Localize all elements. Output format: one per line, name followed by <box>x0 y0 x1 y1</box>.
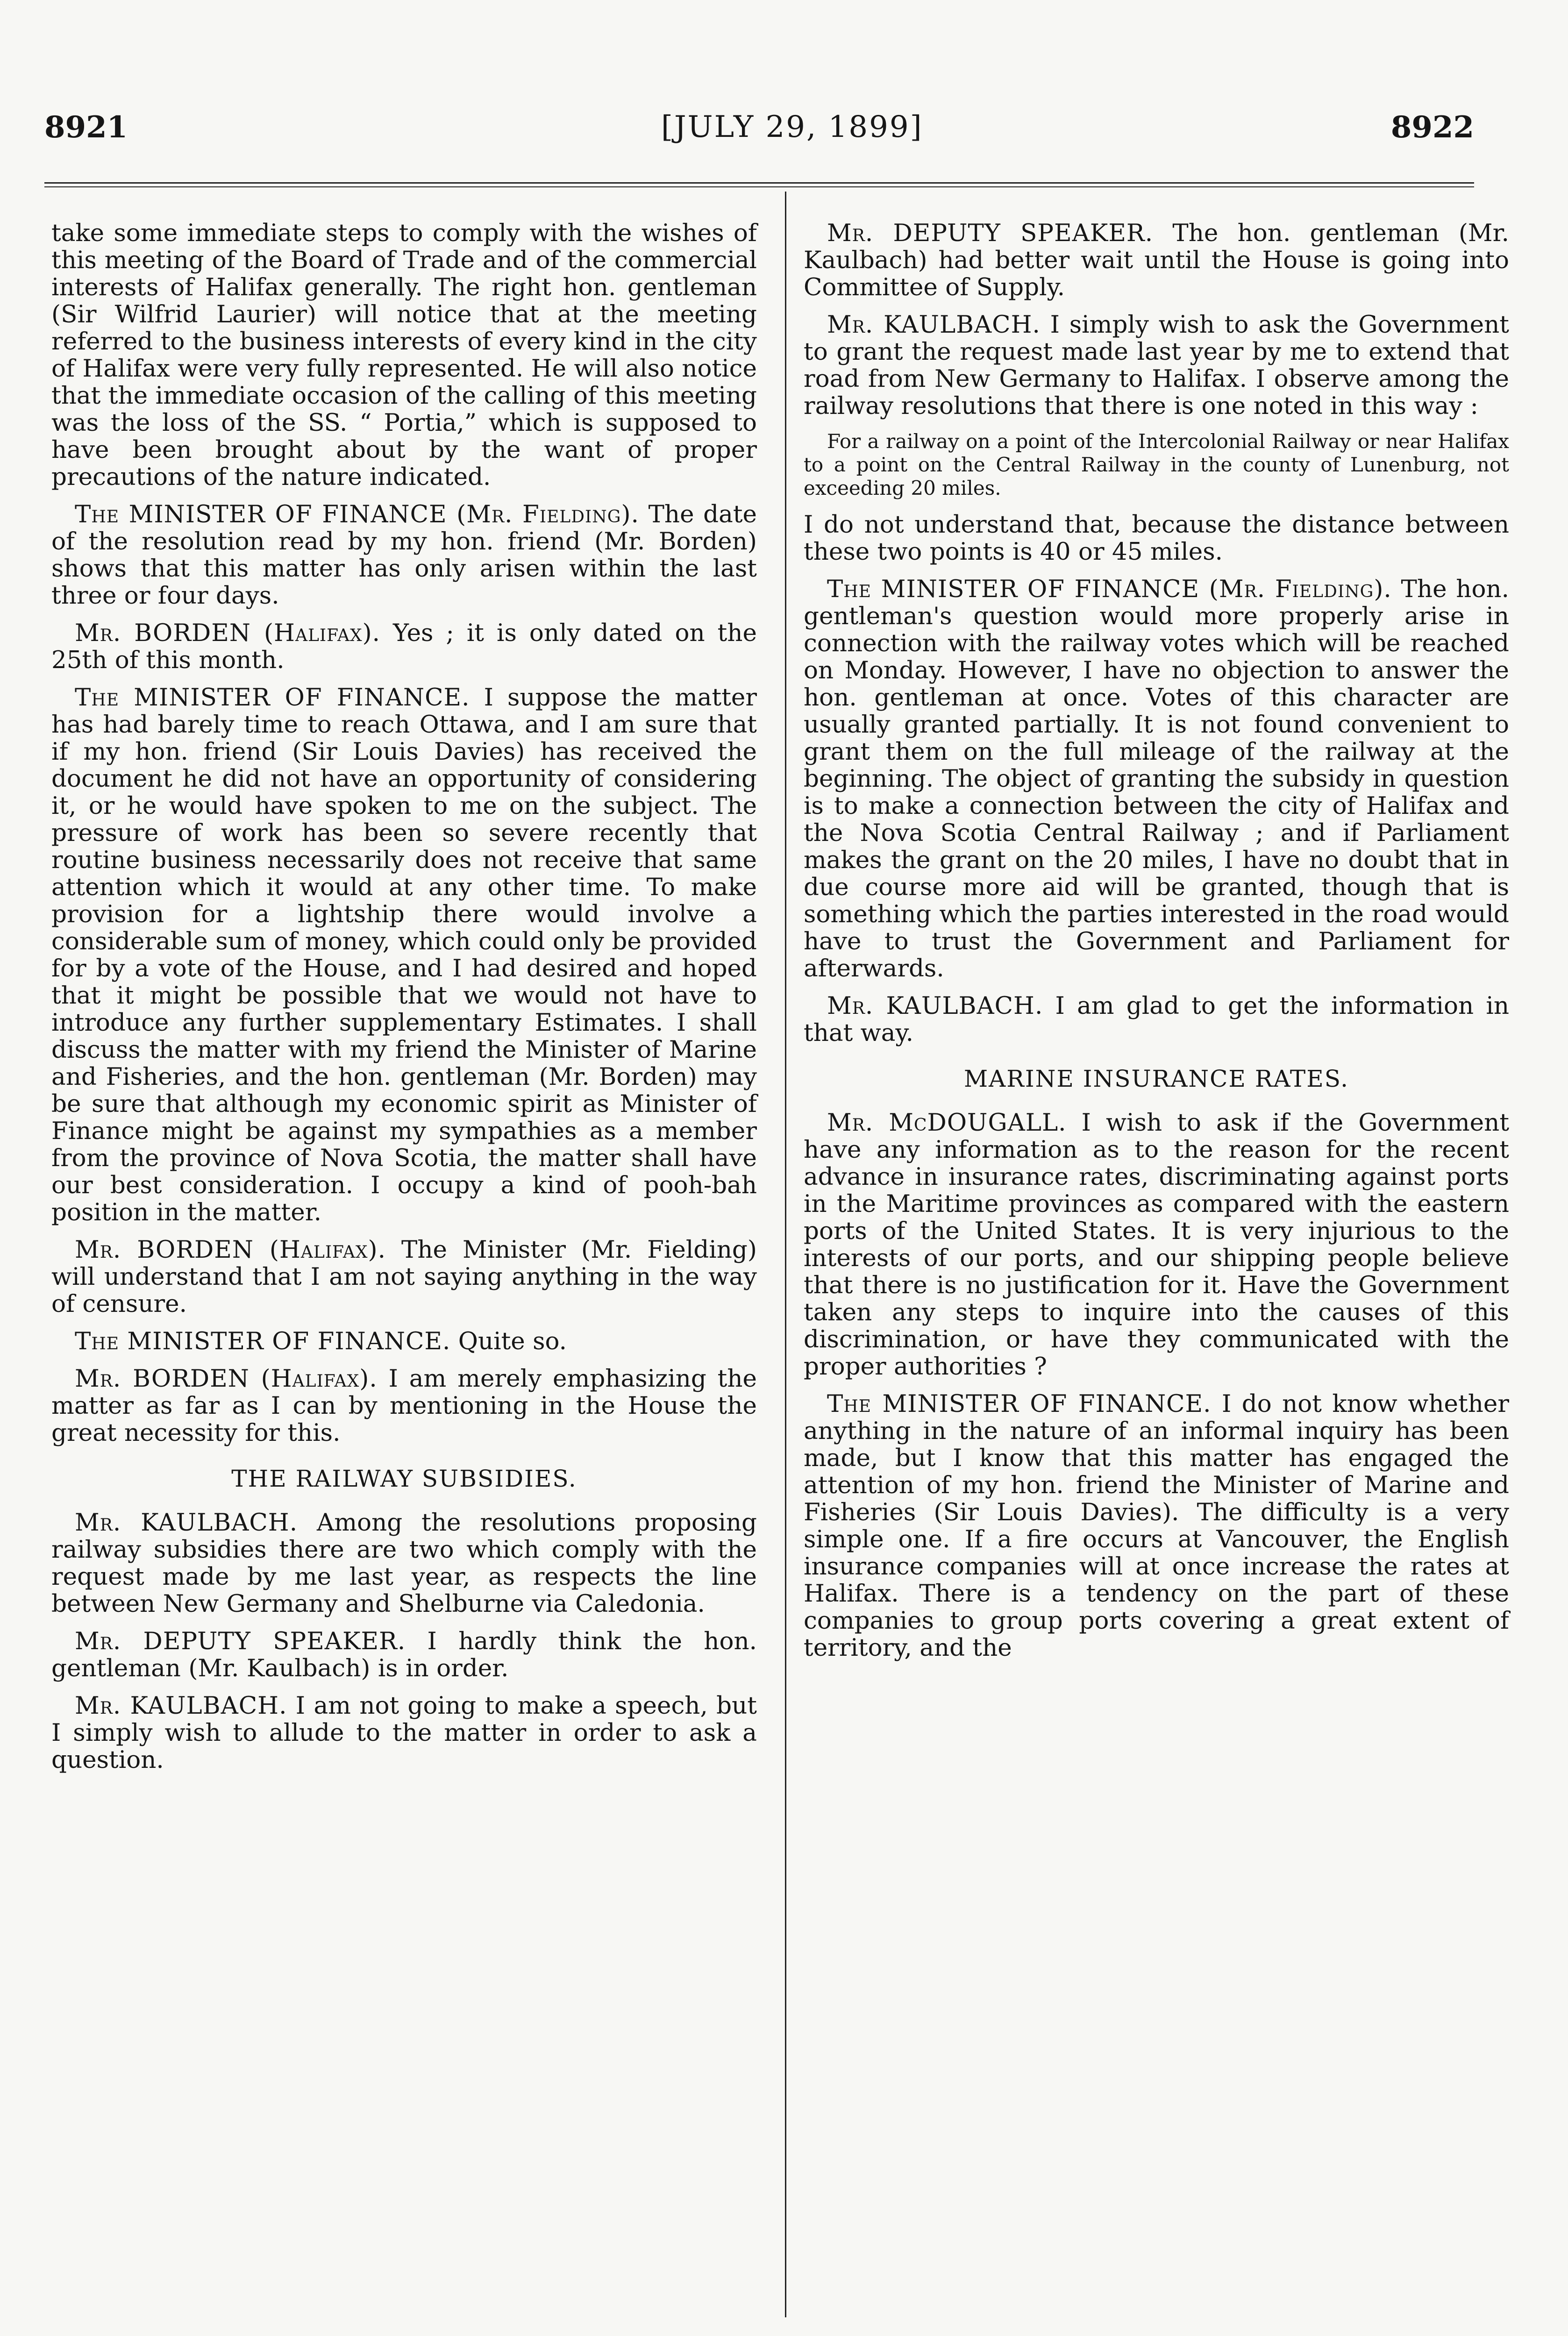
column-divider <box>785 192 786 2317</box>
speech-text: take some immediate steps to comply with the wishes of this meeting of the Board of Trade and of the commercial interests of Halifax generally. The right hon. gentleman (Sir Wilfrid Laurier) will notice that at the meeting referred to the business interests of every kind in the city of Halifax were very fully represented. He will also notice that the immediate occasion of the calling of this meeting was the loss of the SS. “ Portia,” which is supposed to have been brought about by the want of proper precautions of the nature indicated. <box>51 219 757 491</box>
speech-text: I hardly think the hon. gentleman (Mr. Kaulbach) is in order. <box>51 1627 757 1682</box>
speech-paragraph <box>51 1328 757 1355</box>
speech-text: The hon. gentleman (Mr. Kaulbach) had better wait until the House is going into Committee of Supply. <box>804 219 1510 301</box>
left-column-body <box>51 220 757 1446</box>
speech-paragraph <box>804 220 1509 301</box>
speaker-name: The MINISTER OF FINANCE. <box>75 684 470 712</box>
right-column <box>804 220 1509 1672</box>
speech-paragraph <box>51 1365 757 1446</box>
header-date: [JULY 29, 1899] <box>661 110 923 144</box>
speech-paragraph <box>51 220 757 491</box>
speaker-name: Mr. BORDEN (Halifax). <box>75 1365 378 1393</box>
speech-text: I am not going to make a speech, but I simply wish to allude to the matter in order to ask a question. <box>51 1692 757 1774</box>
page-number-right: 8922 <box>1390 110 1474 145</box>
speaker-name: Mr. DEPUTY SPEAKER. <box>75 1627 406 1655</box>
speaker-name: Mr. DEPUTY SPEAKER. <box>827 219 1154 247</box>
speech-text: The date of the resolution read by my hon. friend (Mr. Borden) shows that this matter has only arisen within the last three or four days. <box>51 500 757 610</box>
speaker-name: The MINISTER OF FINANCE (Mr. Fielding). <box>75 500 639 528</box>
speaker-name: Mr. KAULBACH. <box>75 1692 287 1720</box>
speech-paragraph <box>804 1390 1509 1661</box>
header-rule <box>44 182 1474 187</box>
speech-paragraph <box>51 1236 757 1318</box>
speaker-name: Mr. BORDEN (Halifax). <box>75 1236 386 1264</box>
speech-text: Yes ; it is only dated on the 25th of this month. <box>51 619 757 674</box>
quoted-resolution: For a railway on a point of the Intercolonial Railway or near Halifax to a point on the Central Railway in the county of Lunenburg, not exceeding 20 miles. <box>804 430 1509 499</box>
left-column <box>51 220 757 1784</box>
speech-paragraph <box>804 511 1509 565</box>
speech-paragraph <box>51 1628 757 1682</box>
speech-text: I simply wish to ask the Government to grant the request made last year by me to extend that road from New Germany to Halifax. I observe among the railway resolutions that there is one noted in this way : <box>804 311 1510 420</box>
speech-text: The Minister (Mr. Fielding) will understand that I am not saying anything in the way of censure. <box>51 1236 757 1318</box>
speech-text: I suppose the matter has had barely time to reach Ottawa, and I am sure that if my hon. friend (Sir Louis Davies) has received the document he did not have an opportunity of considering it, or he would have spoken to me on the subject. The pressure of work has been so severe recently that routine business necessarily does not receive that same attention which it would at any other time. To make provision for a lightship there would involve a considerable sum of money, which could only be provided for by a vote of the House, and I had desired and hoped that it might be possible that we would not have to introduce any further supplementary Estimates. I shall discuss the matter with my friend the Minister of Marine and Fisheries, and the hon. gentleman (Mr. Borden) may be sure that although my economic spirit as Minister of Finance might be against my sympathies as a member from the province of Nova Scotia, the matter shall have our best consideration. I occupy a kind of pooh-bah position in the matter. <box>51 684 757 1226</box>
speech-paragraph <box>51 1692 757 1773</box>
speech-paragraph <box>51 684 757 1226</box>
speech-paragraph <box>51 501 757 609</box>
speech-text: Among the resolutions proposing railway subsidies there are two which comply with the request made by me last year, as respects the line between New Germany and Shelburne via Caledonia. <box>51 1509 757 1618</box>
speech-paragraph <box>804 311 1509 420</box>
speech-text: I am glad to get the information in that way. <box>804 992 1510 1047</box>
speech-text: The hon. gentleman's question would more properly arise in connection with the railway votes which will be reached on Monday. However, I have no objection to answer the hon. gentleman at once. Votes of this character are usually granted partially. It is not found convenient to grant them on the full mileage of the railway at the beginning. The object of granting the subsidy in question is to make a connection between the city of Halifax and the Nova Scotia Central Railway ; and if Parliament makes the grant on the 20 miles, I have no doubt that in due course more aid will be granted, though that is something which the parties interested in the road would have to trust the Government and Parliament for afterwards. <box>804 575 1509 983</box>
speaker-name: The MINISTER OF FINANCE. <box>827 1390 1212 1418</box>
section-heading-railway-subsidies: THE RAILWAY SUBSIDIES. <box>231 1465 577 1492</box>
page-number-left: 8921 <box>44 110 128 145</box>
right-column-body-2 <box>804 511 1509 1047</box>
left-column-body-2 <box>51 1509 757 1773</box>
speaker-name: Mr. KAULBACH. <box>827 992 1043 1020</box>
speech-paragraph <box>51 1509 757 1617</box>
speech-paragraph <box>804 1109 1509 1380</box>
speech-text: I am merely emphasizing the matter as far as I can by mentioning in the House the great necessity for this. <box>51 1365 757 1447</box>
right-column-body <box>804 220 1509 420</box>
speech-paragraph <box>804 992 1509 1047</box>
speaker-name: Mr. McDOUGALL. <box>827 1109 1067 1137</box>
speaker-name: Mr. BORDEN (Halifax). <box>75 619 381 647</box>
speech-paragraph <box>804 576 1509 982</box>
speech-text: I do not know whether anything in the nature of an informal inquiry has been made, but I know that this matter has engaged the attention of my hon. friend the Minister of Marine and Fisheries (Sir Louis Davies). The difficulty is a very simple one. If a fire occurs at Vancouver, the English insurance companies will at once increase the rates at Halifax. There is a tendency on the part of these companies to group ports covering a great extent of territory, and the <box>804 1390 1509 1662</box>
speech-text: Quite so. <box>458 1327 567 1355</box>
speech-text: I wish to ask if the Government have any information as to the reason for the recent advance in insurance rates, discriminating against ports in the Maritime provinces as compared with the eastern ports of the United States. It is very injurious to the interests of our ports, and our shipping people believe that there is no justification for it. Have the Government taken any steps to inquire into the causes of this discrimination, or have they communicated with the proper authorities ? <box>804 1109 1510 1381</box>
page-header <box>44 110 1474 166</box>
speaker-name: The MINISTER OF FINANCE. <box>75 1327 451 1355</box>
speaker-name: Mr. KAULBACH. <box>75 1509 298 1537</box>
speech-paragraph <box>51 620 757 674</box>
speaker-name: The MINISTER OF FINANCE (Mr. Fielding). <box>827 575 1392 603</box>
speech-text: I do not understand that, because the distance between these two points is 40 or 45 miles. <box>804 511 1509 566</box>
speaker-name: Mr. KAULBACH. <box>827 311 1041 339</box>
right-column-body-3 <box>804 1109 1509 1661</box>
section-heading-marine-insurance: MARINE INSURANCE RATES. <box>963 1065 1349 1092</box>
